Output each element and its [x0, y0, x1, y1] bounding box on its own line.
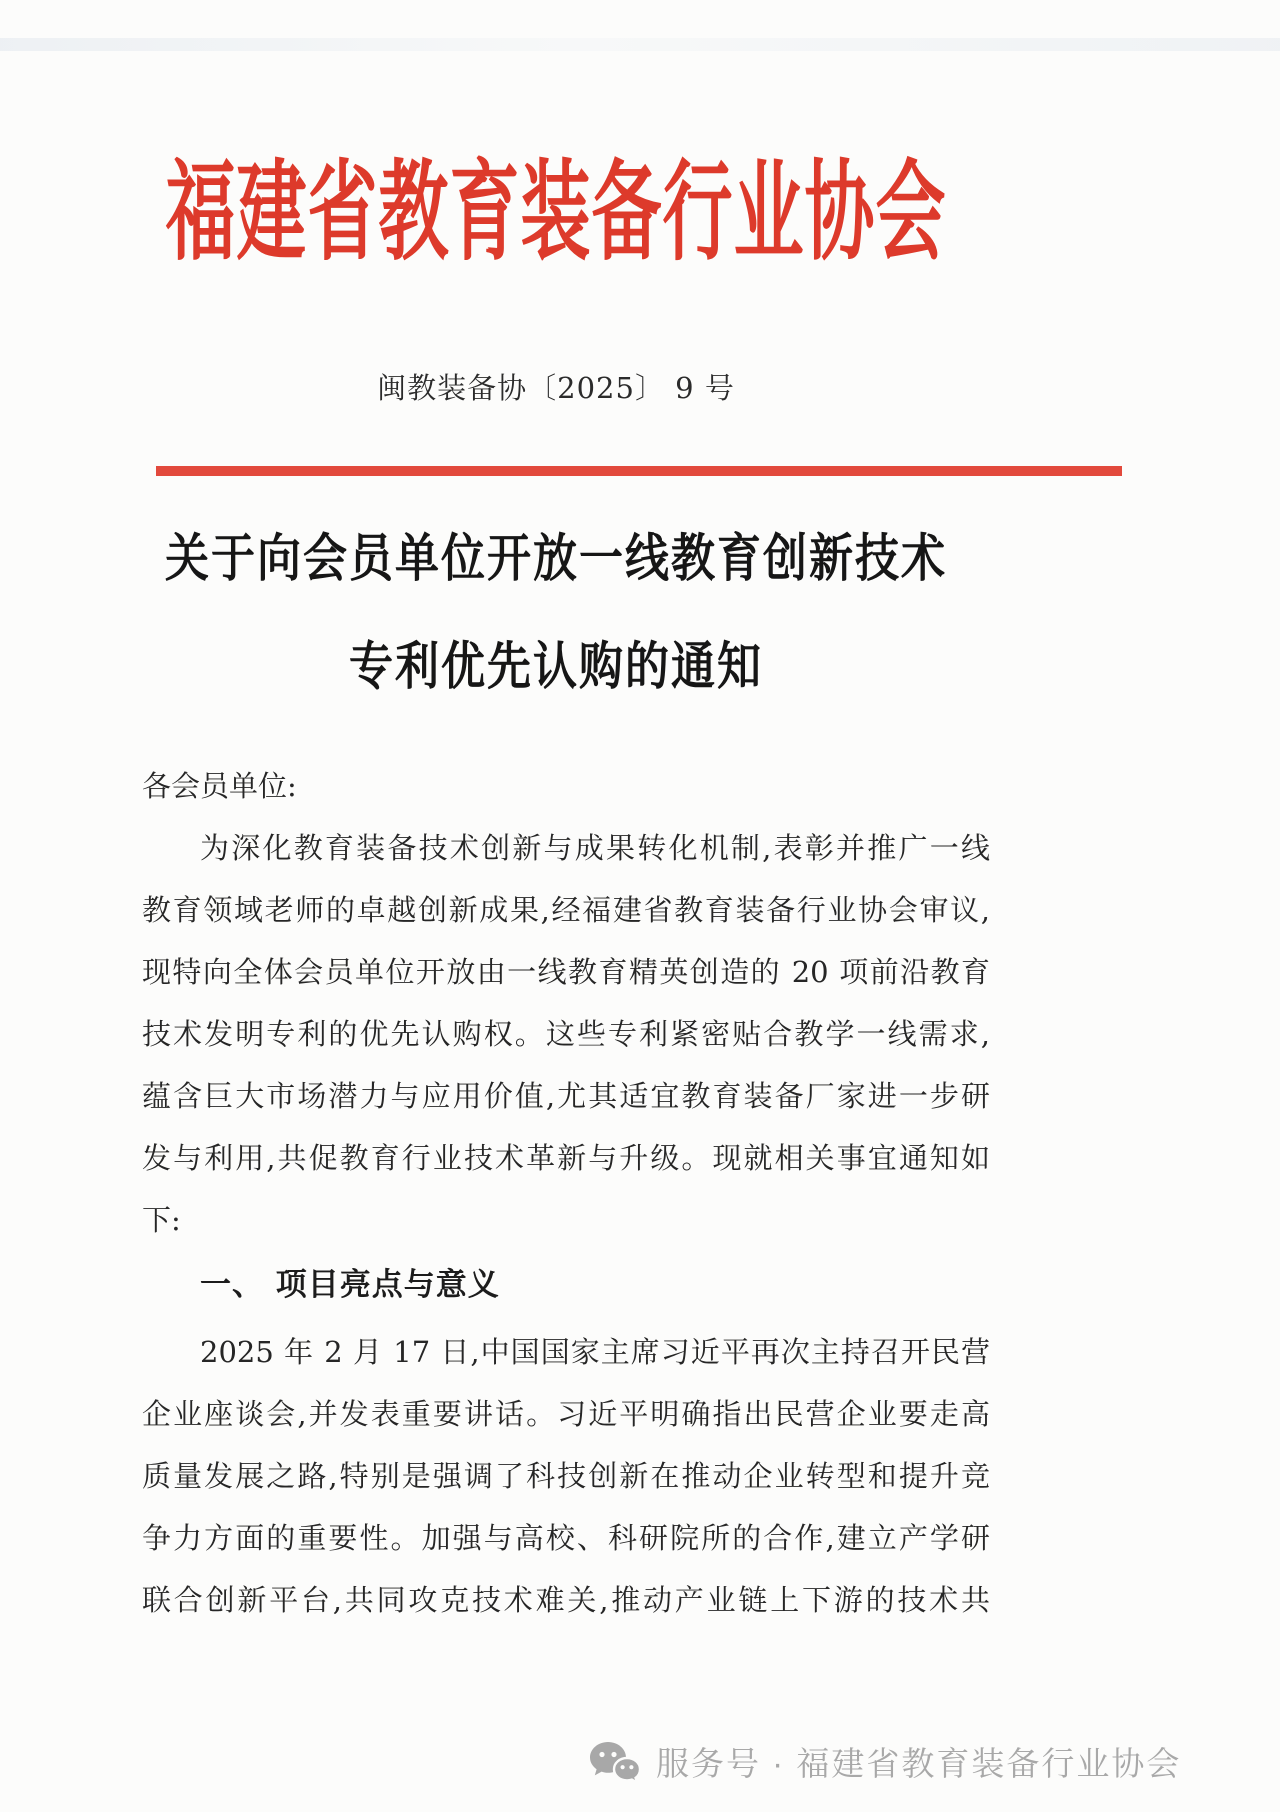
wechat-icon [588, 1740, 642, 1788]
scan-artifact-band [0, 38, 1280, 51]
document-title-line-1 [0, 528, 1112, 589]
salutation: 各会员单位: [142, 769, 297, 803]
paragraph-2 [142, 1321, 990, 1631]
body-line: 现特向全体会员单位开放由一线教育精英创造的 20 项前沿教育 [142, 955, 990, 989]
document-title-line-1-text: 关于向会员单位开放一线教育创新技术 [165, 528, 947, 589]
watermark-text: 服务号 · 福建省教育装备行业协会 [656, 1745, 1182, 1782]
body-line: 企业座谈会,并发表重要讲话。习近平明确指出民营企业要走高 [142, 1397, 990, 1431]
section-1-heading: 一、 项目亮点与意义 [200, 1267, 500, 1303]
body-line: 质量发展之路,特别是强调了科技创新在推动企业转型和提升竞 [142, 1459, 990, 1493]
body-line: 发与利用,共促教育行业技术革新与升级。现就相关事宜通知如 [142, 1141, 990, 1175]
document-title-line-2-text: 专利优先认购的通知 [349, 636, 763, 697]
paragraph-1 [142, 817, 990, 1251]
org-header-title [0, 147, 1112, 276]
body-line: 下: [142, 1203, 181, 1237]
org-header-title-text: 福建省教育装备行业协会 [165, 147, 947, 276]
red-divider-rule [156, 466, 1122, 476]
body-line: 教育领域老师的卓越创新成果,经福建省教育装备行业协会审议, [142, 893, 990, 927]
body-line: 2025 年 2 月 17 日,中国国家主席习近平再次主持召开民营 [200, 1335, 990, 1369]
body-line: 为深化教育装备技术创新与成果转化机制,表彰并推广一线 [200, 831, 990, 865]
watermark-footer [588, 1738, 1181, 1790]
body-line: 蕴含巨大市场潜力与应用价值,尤其适宜教育装备厂家进一步研 [142, 1079, 990, 1113]
body-line: 技术发明专利的优先认购权。这些专利紧密贴合教学一线需求, [142, 1017, 990, 1051]
body-line: 争力方面的重要性。加强与高校、科研院所的合作,建立产学研 [142, 1521, 990, 1555]
body-line: 联合创新平台,共同攻克技术难关,推动产业链上下游的技术共 [142, 1583, 990, 1617]
document-number: 闽教装备协〔2025〕 9 号 [377, 371, 735, 405]
document-title-line-2 [0, 636, 1112, 697]
